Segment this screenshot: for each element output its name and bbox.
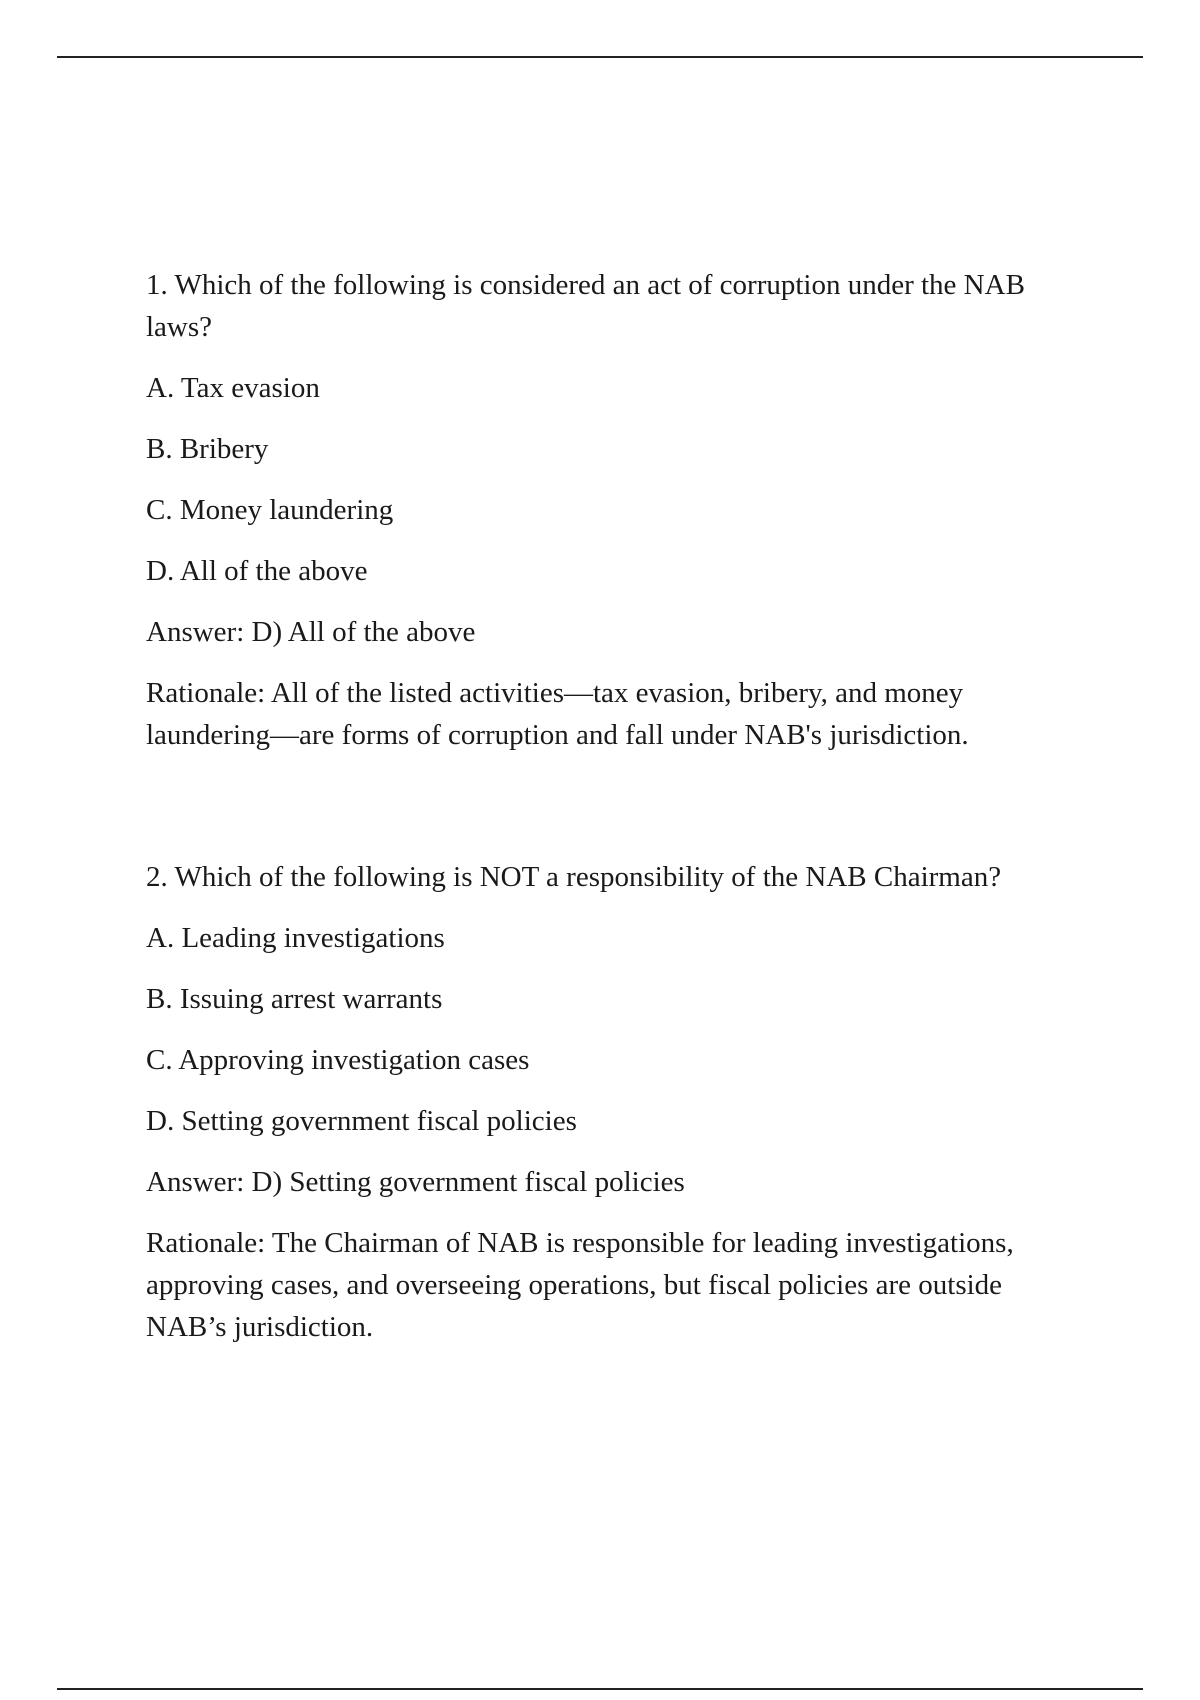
question-1-text: 1. Which of the following is considered an act of corruption under the NAB laws? bbox=[146, 269, 1025, 343]
question-1-option-a: A. Tax evasion bbox=[146, 372, 320, 404]
question-2-option-a: A. Leading investigations bbox=[146, 922, 445, 954]
footer-rule bbox=[57, 1688, 1143, 1690]
question-2-answer: Answer: D) Setting government fiscal policies bbox=[146, 1166, 685, 1198]
question-2-rationale: Rationale: The Chairman of NAB is responsible for leading investigations, approving cases, and overseeing operations, but fiscal policies are outside NAB’s jurisdiction. bbox=[146, 1227, 1014, 1343]
question-1-option-c: C. Money laundering bbox=[146, 494, 394, 526]
question-1-option-d: D. All of the above bbox=[146, 555, 368, 587]
question-2-text: 2. Which of the following is NOT a responsibility of the NAB Chairman? bbox=[146, 861, 1002, 893]
question-block-1 bbox=[146, 264, 1086, 756]
question-1-option-b: B. Bribery bbox=[146, 433, 269, 465]
question-2-option-d: D. Setting government fiscal policies bbox=[146, 1105, 577, 1137]
question-2-option-b: B. Issuing arrest warrants bbox=[146, 983, 443, 1015]
question-2-option-c: C. Approving investigation cases bbox=[146, 1044, 530, 1076]
document-body bbox=[146, 264, 1086, 1348]
question-1-rationale: Rationale: All of the listed activities—tax evasion, bribery, and money laundering—are forms of corruption and fall under NAB's jurisdiction. bbox=[146, 677, 969, 751]
question-1-answer: Answer: D) All of the above bbox=[146, 616, 476, 648]
header-rule bbox=[57, 56, 1143, 58]
question-block-2 bbox=[146, 856, 1086, 1348]
